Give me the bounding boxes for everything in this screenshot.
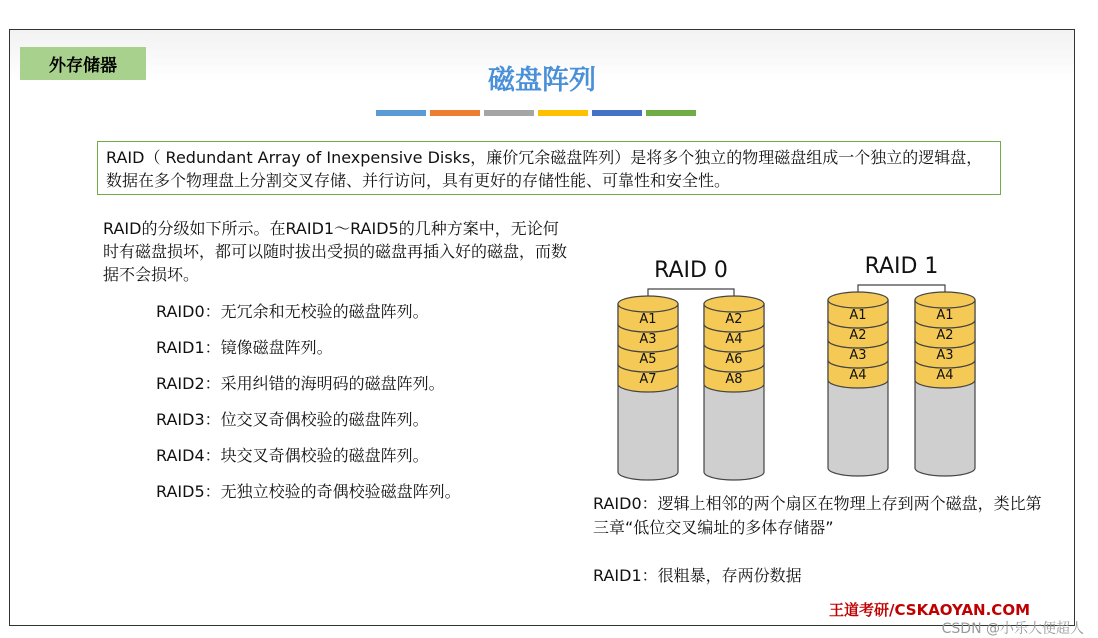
raid-intro: RAID的分级如下所示。在RAID1～RAID5的几种方案中，无论何时有磁盘损坏，都可以随时拔出受损的磁盘再插入好的磁盘，而数据不会损坏。	[103, 219, 568, 284]
block-label: A5	[639, 352, 657, 367]
block-label: A2	[936, 328, 954, 343]
slide	[9, 29, 1075, 626]
block-label: A2	[725, 312, 743, 327]
block-label: A8	[725, 372, 743, 387]
raid-level-item: RAID0：无冗余和无校验的磁盘阵列。	[156, 302, 429, 321]
raid-level-item: RAID2：采用纠错的海明码的磁盘阵列。	[156, 374, 445, 393]
raid-definition: RAID（ Redundant Array of Inexpensive Disks，廉价冗余磁盘阵列）是将多个独立的物理磁盘组成一个独立的逻辑盘，数据在多个物理盘上分割交叉存储、并行访问，具有更好的存储性能、可靠性和安全性。	[97, 141, 1001, 195]
block-label: A1	[849, 308, 867, 323]
block-label: A4	[936, 368, 954, 383]
raid-level-item: RAID1：镜像磁盘阵列。	[156, 338, 333, 357]
block-label: A3	[639, 332, 657, 347]
watermark: CSDN @小乐大便超人	[941, 621, 1084, 637]
color-segment	[430, 110, 480, 116]
disk-block-top	[618, 296, 678, 312]
raid0-title: RAID 0	[654, 258, 728, 283]
raid-level-item: RAID5：无独立校验的奇偶校验磁盘阵列。	[156, 482, 461, 501]
raid0-note: RAID0：逻辑上相邻的两个扇区在物理上存到两个磁盘，类比第三章“低位交叉编址的多体存储器”	[593, 494, 1042, 537]
block-label: A6	[725, 352, 743, 367]
block-label: A3	[849, 348, 867, 363]
block-label: A4	[725, 332, 743, 347]
raid-diagram	[600, 222, 990, 482]
block-label: A4	[849, 368, 867, 383]
block-label: A2	[849, 328, 867, 343]
block-label: A1	[639, 312, 657, 327]
raid1-title: RAID 1	[864, 254, 939, 279]
raid-level-item: RAID3：位交叉奇偶校验的磁盘阵列。	[156, 410, 429, 429]
color-segment	[592, 110, 642, 116]
raid1-connector	[858, 285, 945, 292]
footer-brand: 王道考研/CSKAOYAN.COM	[829, 601, 1030, 619]
color-segment	[484, 110, 534, 116]
disk-block-top	[704, 296, 764, 312]
disk-block-top	[828, 292, 888, 308]
raid-level-list	[156, 300, 461, 516]
block-label: A1	[936, 308, 954, 323]
section-tag: 外存储器	[20, 47, 146, 80]
title-color-bar	[376, 110, 696, 116]
color-segment	[538, 110, 588, 116]
block-label: A7	[639, 372, 657, 387]
disk-block-top	[915, 292, 975, 308]
raid1-note: RAID1：很粗暴，存两份数据	[593, 566, 802, 585]
color-segment	[646, 110, 696, 116]
raid-level-item: RAID4：块交叉奇偶校验的磁盘阵列。	[156, 446, 429, 465]
color-segment	[376, 110, 426, 116]
raid0-connector	[648, 289, 734, 296]
block-label: A3	[936, 348, 954, 363]
page-title: 磁盘阵列	[488, 65, 596, 96]
